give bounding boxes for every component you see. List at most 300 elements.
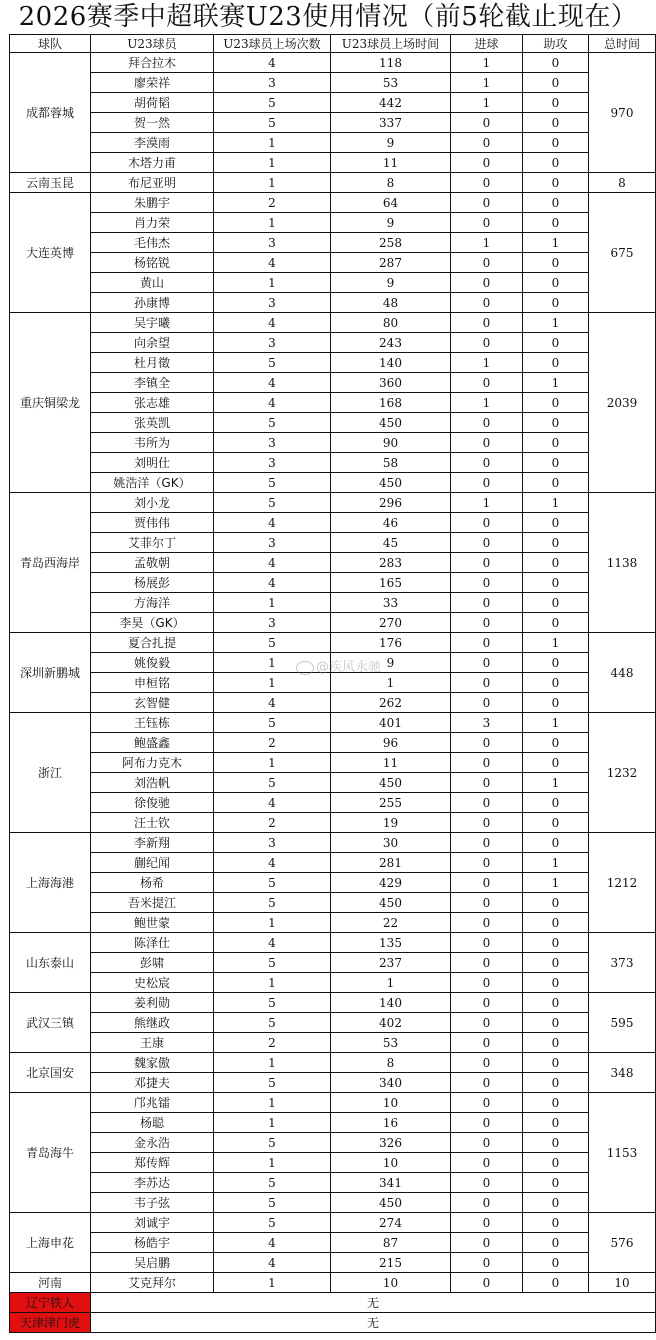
minutes-cell: 58	[331, 453, 451, 473]
apps-cell: 1	[214, 753, 331, 773]
apps-cell: 5	[214, 353, 331, 373]
team-total-cell: 1153	[589, 1093, 656, 1213]
goals-cell: 0	[451, 333, 523, 353]
minutes-cell: 450	[331, 773, 451, 793]
table-row	[10, 1153, 656, 1173]
assists-cell: 0	[523, 913, 589, 933]
assists-cell: 0	[523, 1193, 589, 1213]
assists-cell: 1	[523, 773, 589, 793]
player-name-cell: 向余望	[91, 333, 214, 353]
assists-cell: 0	[523, 933, 589, 953]
table-row	[10, 673, 656, 693]
assists-cell: 0	[523, 893, 589, 913]
minutes-cell: 10	[331, 1273, 451, 1293]
goals-cell: 0	[451, 293, 523, 313]
goals-cell: 0	[451, 853, 523, 873]
apps-cell: 4	[214, 313, 331, 333]
table-row	[10, 633, 656, 653]
minutes-cell: 11	[331, 153, 451, 173]
player-name-cell: 熊继政	[91, 1013, 214, 1033]
minutes-cell: 53	[331, 73, 451, 93]
player-name-cell: 玄智健	[91, 693, 214, 713]
minutes-cell: 9	[331, 213, 451, 233]
minutes-cell: 402	[331, 1013, 451, 1033]
player-name-cell: 李漠雨	[91, 133, 214, 153]
header-assists: 助攻	[523, 35, 589, 53]
no-u23-row	[10, 1293, 656, 1313]
table-row	[10, 273, 656, 293]
assists-cell: 1	[523, 633, 589, 653]
table-row	[10, 553, 656, 573]
player-name-cell: 胡荷韬	[91, 93, 214, 113]
minutes-cell: 10	[331, 1153, 451, 1173]
player-name-cell: 刘诚宇	[91, 1213, 214, 1233]
assists-cell: 1	[523, 313, 589, 333]
table-row	[10, 793, 656, 813]
goals-cell: 0	[451, 1073, 523, 1093]
player-name-cell: 张英凯	[91, 413, 214, 433]
goals-cell: 0	[451, 1233, 523, 1253]
apps-cell: 5	[214, 713, 331, 733]
goals-cell: 1	[451, 393, 523, 413]
table-row	[10, 413, 656, 433]
assists-cell: 0	[523, 273, 589, 293]
goals-cell: 0	[451, 633, 523, 653]
goals-cell: 0	[451, 1033, 523, 1053]
table-row	[10, 253, 656, 273]
header-total: 总时间	[589, 35, 656, 53]
table-row	[10, 1093, 656, 1113]
goals-cell: 0	[451, 793, 523, 813]
minutes-cell: 33	[331, 593, 451, 613]
player-name-cell: 毛伟杰	[91, 233, 214, 253]
goals-cell: 0	[451, 513, 523, 533]
goals-cell: 0	[451, 253, 523, 273]
apps-cell: 1	[214, 133, 331, 153]
team-total-cell: 2039	[589, 313, 656, 493]
goals-cell: 0	[451, 473, 523, 493]
goals-cell: 0	[451, 1193, 523, 1213]
goals-cell: 0	[451, 693, 523, 713]
apps-cell: 1	[214, 173, 331, 193]
goals-cell: 3	[451, 713, 523, 733]
player-name-cell: 刘浩帆	[91, 773, 214, 793]
assists-cell: 0	[523, 153, 589, 173]
table-row	[10, 533, 656, 553]
table-row	[10, 773, 656, 793]
assists-cell: 0	[523, 833, 589, 853]
assists-cell: 0	[523, 353, 589, 373]
apps-cell: 1	[214, 213, 331, 233]
player-name-cell: 徐俊驰	[91, 793, 214, 813]
apps-cell: 3	[214, 333, 331, 353]
assists-cell: 0	[523, 553, 589, 573]
assists-cell: 0	[523, 1233, 589, 1253]
u23-usage-table	[9, 34, 656, 1333]
assists-cell: 0	[523, 53, 589, 73]
player-name-cell: 姚俊毅	[91, 653, 214, 673]
assists-cell: 0	[523, 1113, 589, 1133]
assists-cell: 0	[523, 1253, 589, 1273]
minutes-cell: 22	[331, 913, 451, 933]
goals-cell: 0	[451, 113, 523, 133]
table-row	[10, 833, 656, 853]
no-u23-team-cell: 天津津门虎	[10, 1313, 91, 1333]
minutes-cell: 450	[331, 473, 451, 493]
apps-cell: 5	[214, 93, 331, 113]
player-name-cell: 杨聪	[91, 1113, 214, 1133]
player-name-cell: 彭啸	[91, 953, 214, 973]
player-name-cell: 孟敬朝	[91, 553, 214, 573]
table-row	[10, 1033, 656, 1053]
apps-cell: 5	[214, 413, 331, 433]
table-row	[10, 1253, 656, 1273]
player-name-cell: 方海洋	[91, 593, 214, 613]
table-row	[10, 573, 656, 593]
assists-cell: 0	[523, 513, 589, 533]
apps-cell: 5	[214, 633, 331, 653]
minutes-cell: 341	[331, 1173, 451, 1193]
apps-cell: 1	[214, 1153, 331, 1173]
team-total-cell: 10	[589, 1273, 656, 1293]
apps-cell: 2	[214, 193, 331, 213]
goals-cell: 0	[451, 1273, 523, 1293]
player-name-cell: 吴宇曦	[91, 313, 214, 333]
team-name-cell: 浙江	[10, 713, 91, 833]
minutes-cell: 281	[331, 853, 451, 873]
assists-cell: 0	[523, 1173, 589, 1193]
assists-cell: 0	[523, 413, 589, 433]
minutes-cell: 80	[331, 313, 451, 333]
apps-cell: 1	[214, 153, 331, 173]
table-row	[10, 953, 656, 973]
table-row	[10, 93, 656, 113]
team-name-cell: 青岛西海岸	[10, 493, 91, 633]
team-name-cell: 河南	[10, 1273, 91, 1293]
goals-cell: 1	[451, 353, 523, 373]
no-u23-team-cell: 辽宁铁人	[10, 1293, 91, 1313]
team-total-cell: 1232	[589, 713, 656, 833]
team-name-cell: 武汉三镇	[10, 993, 91, 1053]
player-name-cell: 李苏达	[91, 1173, 214, 1193]
table-row	[10, 1173, 656, 1193]
no-u23-row	[10, 1313, 656, 1333]
minutes-cell: 48	[331, 293, 451, 313]
assists-cell: 1	[523, 373, 589, 393]
goals-cell: 1	[451, 233, 523, 253]
assists-cell: 0	[523, 1093, 589, 1113]
goals-cell: 0	[451, 973, 523, 993]
minutes-cell: 30	[331, 833, 451, 853]
player-name-cell: 木塔力甫	[91, 153, 214, 173]
table-row	[10, 493, 656, 513]
player-name-cell: 申桓铭	[91, 673, 214, 693]
minutes-cell: 270	[331, 613, 451, 633]
apps-cell: 1	[214, 1093, 331, 1113]
assists-cell: 1	[523, 233, 589, 253]
assists-cell: 0	[523, 113, 589, 133]
player-name-cell: 邓捷夫	[91, 1073, 214, 1093]
table-row	[10, 1273, 656, 1293]
assists-cell: 1	[523, 713, 589, 733]
assists-cell: 0	[523, 693, 589, 713]
apps-cell: 1	[214, 913, 331, 933]
player-name-cell: 鲍盛鑫	[91, 733, 214, 753]
assists-cell: 0	[523, 1073, 589, 1093]
goals-cell: 0	[451, 653, 523, 673]
minutes-cell: 90	[331, 433, 451, 453]
assists-cell: 0	[523, 1053, 589, 1073]
assists-cell: 0	[523, 1153, 589, 1173]
table-row	[10, 853, 656, 873]
apps-cell: 4	[214, 573, 331, 593]
assists-cell: 0	[523, 753, 589, 773]
table-row	[10, 1193, 656, 1213]
assists-cell: 0	[523, 93, 589, 113]
minutes-cell: 450	[331, 413, 451, 433]
minutes-cell: 1	[331, 973, 451, 993]
assists-cell: 0	[523, 393, 589, 413]
table-row	[10, 873, 656, 893]
minutes-cell: 118	[331, 53, 451, 73]
player-name-cell: 拜合拉木	[91, 53, 214, 73]
player-name-cell: 李镇全	[91, 373, 214, 393]
assists-cell: 0	[523, 133, 589, 153]
minutes-cell: 135	[331, 933, 451, 953]
player-name-cell: 王康	[91, 1033, 214, 1053]
goals-cell: 0	[451, 833, 523, 853]
goals-cell: 0	[451, 893, 523, 913]
apps-cell: 5	[214, 493, 331, 513]
goals-cell: 0	[451, 673, 523, 693]
player-name-cell: 艾菲尔丁	[91, 533, 214, 553]
goals-cell: 0	[451, 213, 523, 233]
table-row	[10, 213, 656, 233]
team-name-cell: 重庆铜梁龙	[10, 313, 91, 493]
minutes-cell: 340	[331, 1073, 451, 1093]
assists-cell: 0	[523, 673, 589, 693]
team-total-cell: 1212	[589, 833, 656, 933]
goals-cell: 0	[451, 993, 523, 1013]
apps-cell: 1	[214, 593, 331, 613]
goals-cell: 0	[451, 413, 523, 433]
player-name-cell: 布尼亚明	[91, 173, 214, 193]
player-name-cell: 吾米提江	[91, 893, 214, 913]
goals-cell: 0	[451, 453, 523, 473]
apps-cell: 1	[214, 1113, 331, 1133]
table-row	[10, 893, 656, 913]
goals-cell: 0	[451, 593, 523, 613]
apps-cell: 5	[214, 773, 331, 793]
apps-cell: 4	[214, 1253, 331, 1273]
table-row	[10, 433, 656, 453]
player-name-cell: 贾伟伟	[91, 513, 214, 533]
assists-cell: 0	[523, 253, 589, 273]
minutes-cell: 360	[331, 373, 451, 393]
header-player: U23球员	[91, 35, 214, 53]
assists-cell: 0	[523, 793, 589, 813]
assists-cell: 0	[523, 813, 589, 833]
minutes-cell: 237	[331, 953, 451, 973]
team-total-cell: 8	[589, 173, 656, 193]
minutes-cell: 262	[331, 693, 451, 713]
assists-cell: 0	[523, 1213, 589, 1233]
player-name-cell: 李昊（GK）	[91, 613, 214, 633]
player-name-cell: 邝兆镭	[91, 1093, 214, 1113]
apps-cell: 5	[214, 1133, 331, 1153]
table-row	[10, 393, 656, 413]
table-row	[10, 713, 656, 733]
goals-cell: 0	[451, 573, 523, 593]
minutes-cell: 9	[331, 653, 451, 673]
assists-cell: 0	[523, 193, 589, 213]
assists-cell: 0	[523, 593, 589, 613]
apps-cell: 5	[214, 113, 331, 133]
apps-cell: 3	[214, 233, 331, 253]
goals-cell: 0	[451, 733, 523, 753]
team-total-cell: 448	[589, 633, 656, 713]
apps-cell: 5	[214, 1013, 331, 1033]
assists-cell: 1	[523, 853, 589, 873]
table-row	[10, 1053, 656, 1073]
player-name-cell: 杨皓宇	[91, 1233, 214, 1253]
header-apps: U23球员上场次数	[214, 35, 331, 53]
table-row	[10, 693, 656, 713]
player-name-cell: 郑传辉	[91, 1153, 214, 1173]
minutes-cell: 140	[331, 993, 451, 1013]
apps-cell: 1	[214, 1273, 331, 1293]
apps-cell: 4	[214, 1233, 331, 1253]
player-name-cell: 杨展彭	[91, 573, 214, 593]
player-name-cell: 汪士钦	[91, 813, 214, 833]
table-row	[10, 593, 656, 613]
goals-cell: 0	[451, 313, 523, 333]
apps-cell: 1	[214, 273, 331, 293]
player-name-cell: 史松宸	[91, 973, 214, 993]
player-name-cell: 姚浩洋（GK）	[91, 473, 214, 493]
table-row	[10, 933, 656, 953]
goals-cell: 0	[451, 953, 523, 973]
goals-cell: 0	[451, 1113, 523, 1133]
table-row	[10, 173, 656, 193]
table-row	[10, 473, 656, 493]
player-name-cell: 刘明仕	[91, 453, 214, 473]
goals-cell: 1	[451, 53, 523, 73]
goals-cell: 0	[451, 1253, 523, 1273]
goals-cell: 0	[451, 173, 523, 193]
goals-cell: 0	[451, 153, 523, 173]
assists-cell: 0	[523, 293, 589, 313]
team-total-cell: 576	[589, 1213, 656, 1273]
player-name-cell: 陈泽仕	[91, 933, 214, 953]
apps-cell: 3	[214, 533, 331, 553]
player-name-cell: 韦子弦	[91, 1193, 214, 1213]
table-row	[10, 613, 656, 633]
assists-cell: 0	[523, 1033, 589, 1053]
table-row	[10, 1113, 656, 1133]
table-row	[10, 993, 656, 1013]
team-name-cell: 大连英博	[10, 193, 91, 313]
minutes-cell: 283	[331, 553, 451, 573]
goals-cell: 0	[451, 553, 523, 573]
goals-cell: 0	[451, 1053, 523, 1073]
minutes-cell: 326	[331, 1133, 451, 1153]
team-name-cell: 深圳新鹏城	[10, 633, 91, 713]
minutes-cell: 165	[331, 573, 451, 593]
minutes-cell: 45	[331, 533, 451, 553]
assists-cell: 0	[523, 733, 589, 753]
watermark	[296, 656, 381, 675]
team-name-cell: 山东泰山	[10, 933, 91, 993]
minutes-cell: 258	[331, 233, 451, 253]
apps-cell: 3	[214, 73, 331, 93]
assists-cell: 0	[523, 1133, 589, 1153]
table-row	[10, 453, 656, 473]
assists-cell: 0	[523, 173, 589, 193]
goals-cell: 0	[451, 1133, 523, 1153]
minutes-cell: 450	[331, 1193, 451, 1213]
apps-cell: 5	[214, 873, 331, 893]
table-row	[10, 153, 656, 173]
table-row	[10, 913, 656, 933]
table-row	[10, 53, 656, 73]
team-total-cell: 373	[589, 933, 656, 993]
assists-cell: 1	[523, 493, 589, 513]
minutes-cell: 296	[331, 493, 451, 513]
assists-cell: 0	[523, 213, 589, 233]
apps-cell: 3	[214, 453, 331, 473]
header-team: 球队	[10, 35, 91, 53]
header-row	[10, 35, 656, 53]
player-name-cell: 吴启鹏	[91, 1253, 214, 1273]
apps-cell: 2	[214, 733, 331, 753]
minutes-cell: 1	[331, 673, 451, 693]
player-name-cell: 韦所为	[91, 433, 214, 453]
team-name-cell: 上海海港	[10, 833, 91, 933]
minutes-cell: 274	[331, 1213, 451, 1233]
team-name-cell: 成都蓉城	[10, 53, 91, 173]
table-row	[10, 373, 656, 393]
player-name-cell: 肖力荣	[91, 213, 214, 233]
minutes-cell: 255	[331, 793, 451, 813]
table-row	[10, 733, 656, 753]
team-total-cell: 595	[589, 993, 656, 1053]
goals-cell: 1	[451, 493, 523, 513]
minutes-cell: 9	[331, 133, 451, 153]
no-u23-text-cell: 无	[91, 1293, 656, 1313]
player-name-cell: 李新翔	[91, 833, 214, 853]
team-total-cell: 970	[589, 53, 656, 173]
table-row	[10, 813, 656, 833]
player-name-cell: 杜月徵	[91, 353, 214, 373]
minutes-cell: 140	[331, 353, 451, 373]
player-name-cell: 蒯纪闻	[91, 853, 214, 873]
table-row	[10, 353, 656, 373]
table-row	[10, 293, 656, 313]
page-title: 2026赛季中超联赛U23使用情况（前5轮截止现在）	[18, 2, 638, 32]
apps-cell: 5	[214, 1213, 331, 1233]
minutes-cell: 8	[331, 1053, 451, 1073]
table-row	[10, 193, 656, 213]
player-name-cell: 张志雄	[91, 393, 214, 413]
table-row	[10, 1133, 656, 1153]
minutes-cell: 429	[331, 873, 451, 893]
player-name-cell: 孙康博	[91, 293, 214, 313]
goals-cell: 0	[451, 533, 523, 553]
apps-cell: 4	[214, 53, 331, 73]
apps-cell: 3	[214, 613, 331, 633]
apps-cell: 4	[214, 853, 331, 873]
